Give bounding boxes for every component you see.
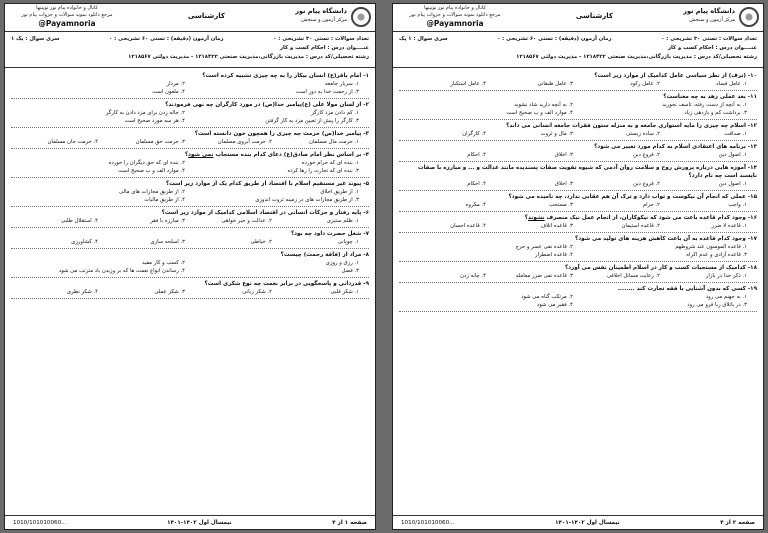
answer-options — [399, 80, 757, 88]
answer-options — [11, 238, 369, 246]
question-list — [393, 68, 763, 314]
course-field: رشته تحصیلی/کد درس : مدیریت بازرگانی،مدیریت صنعتی ۱۲۱۸۴۲۲ - مدیریت دولتی ۱۲۱۸۵۶۷ — [516, 54, 757, 60]
answer-option: ۲. فروع دین — [633, 181, 660, 187]
university-name: دانشگاه پیام نور — [295, 7, 347, 15]
course-field: رشته تحصیلی/کد درس : مدیریت بازرگانی،مدیریت صنعتی ۱۲۱۸۴۲۲ - مدیریت دولتی ۱۲۱۸۵۶۷ — [128, 54, 369, 60]
answer-options — [11, 188, 369, 204]
question-text: ۵- پیوند غیر مستقیم اسلام با اقتصاد از طریق کدام یک از موارد زیر است؟ — [165, 181, 369, 187]
question-text: ۱۴- آموزه هایی درباره پرورش روح و سلامت روان آدمی که شیوه تقویت صفات پسندیده مانند عدالت و ... و مبارزه با صفات ناپسند است چه نام دارد؟ — [417, 165, 757, 179]
question-text: ۱۷- وجود کدام قاعده به آن باعث کاهش هزینه های تولید می شود؟ — [574, 236, 757, 242]
question-text: ۱۶- وجود کدام قاعده باعث می شود که نیکوکاران، از انجام عمل نیک منصرف نشوند؟ — [524, 215, 757, 221]
exam-code: 1010/101010060... — [13, 519, 67, 526]
answer-option: ۴. کشاورزی — [71, 239, 98, 245]
answer-options — [399, 243, 757, 259]
answer-option: ۲. به آنچه دارید شاد نشوید — [514, 102, 573, 108]
answer-option: ۳. کارگر را پیش از تعیین مزد به کار گرفتن — [265, 118, 359, 124]
answer-option: ۲. عدالت و خیر خواهی — [221, 218, 272, 224]
question-item — [399, 122, 757, 141]
exam-time: زمان آزمون (دقیقه) : تستی ۶۰ تشریحی : ۰ — [109, 36, 224, 42]
answer-option: ۱. بنده ای که حرام خورده — [301, 160, 359, 166]
answer-options — [399, 101, 757, 117]
answer-option: ۴. قاعده اضطرار — [534, 252, 573, 258]
answer-option: ۴. استقلال طلبی — [60, 218, 98, 224]
answer-option: ۴. حرمت جان مسلمان — [47, 139, 98, 145]
answer-option: ۱. کم دادن مزد کارگر — [311, 110, 359, 116]
question-divider — [11, 298, 369, 299]
question-item — [399, 93, 757, 120]
question-item — [399, 164, 757, 191]
answer-option: ۴. چانه زدن — [460, 273, 486, 279]
question-divider — [399, 282, 757, 283]
answer-option: ۴. قاعده احسان — [450, 223, 486, 229]
question-divider — [399, 190, 757, 191]
answer-option: ۴. از طریق مالیات — [144, 197, 185, 203]
answer-option: ۴. فقیر می شود — [536, 302, 573, 308]
answer-option: ۴. موارد الف و ب صحیح است — [506, 110, 573, 116]
question-text: ۴- بر اساس نظر امام صادق(ع) دعای کدام بنده مستجاب نمی شود؟ — [184, 152, 369, 158]
answer-option: ۱. رزق و روزی — [325, 260, 359, 266]
answer-option: ۱. از طریق اخلاق — [320, 189, 359, 195]
answer-option: ۳. قاعده نفی ضرر معامله — [515, 273, 573, 279]
answer-option: ۱. چوپانی — [337, 239, 359, 245]
question-text: ۸- مراد از (فاقة رحمت) چیست؟ — [280, 252, 369, 258]
question-item — [399, 214, 757, 233]
question-item — [11, 72, 369, 99]
answer-option: ۳. بنده ای که تجارت را رها کرده — [287, 168, 359, 174]
answer-option: ۱. به آنچه از دست رفته، تاسف نخورید — [662, 102, 747, 108]
answer-option: ۱. واجب — [728, 202, 747, 208]
brand-line-1: کانال و خانواده پیام نور توییتها — [424, 5, 486, 11]
answer-option: ۴. احکام — [467, 152, 486, 158]
answer-option: ۱. قاعده لا ضرر — [711, 223, 747, 229]
answer-option: ۱. صداقت — [724, 131, 747, 137]
answer-option: ۲. قاعده استیمان — [621, 223, 660, 229]
brand-handle: @Payamnoria — [426, 19, 484, 28]
answer-options — [11, 259, 369, 275]
answer-option: ۴. عامل استکبار — [450, 81, 486, 87]
answer-option: ۱. شکر قلبی — [330, 289, 359, 295]
answer-option: ۱. سربار جامعه — [324, 81, 359, 87]
answer-options — [399, 180, 757, 188]
brand-watermark — [11, 5, 123, 28]
answer-option: ۳. اسلحه سازی — [150, 239, 185, 245]
answer-option: ۲. مرتکب گناه می شود — [521, 294, 573, 300]
question-divider — [11, 248, 369, 249]
question-item — [11, 280, 369, 299]
question-item — [11, 151, 369, 178]
question-divider — [399, 119, 757, 120]
answer-options — [11, 109, 369, 125]
brand-watermark — [399, 5, 511, 28]
question-item — [11, 251, 369, 278]
page-header — [5, 4, 375, 32]
brand-handle: @Payamnoria — [38, 19, 96, 28]
answer-option: ۱. به جهنم می رود — [705, 294, 747, 300]
answer-option: ۳. قاعده آزادی و عدم اکراه — [686, 252, 747, 258]
question-item — [11, 230, 369, 249]
answer-options — [11, 288, 369, 296]
page-number: صفحه ۲ از ۴ — [720, 519, 755, 526]
answer-option: ۲. حرام — [642, 202, 660, 208]
answer-option: ۳. اخلاق — [554, 181, 573, 187]
exam-page-1 — [4, 3, 376, 530]
question-divider — [11, 227, 369, 228]
university-subtitle: مرکز آزمون و سنجش — [689, 17, 735, 23]
exam-term: نیمسال اول ۱۴۰۲-۱۴۰۱ — [555, 519, 620, 526]
brand-line-2: مرجع دانلود نمونه سوالات و جزوات پیام نور — [409, 12, 501, 18]
question-text: ۳- پیامبر خدا(ص) حرمت چه چیزی را همچون خون دانسته است؟ — [194, 131, 369, 137]
question-count: تعداد سوالات : تستی ۳۰ تشریحی : ۰ — [661, 36, 757, 42]
answer-option: ۲. خیاطی — [250, 239, 272, 245]
answer-option: ۳. برداشت کم و بازدهی زیاد — [684, 110, 747, 116]
answer-option: ۲. فروع دین — [633, 152, 660, 158]
answer-option: ۳. قاعده اتلاف — [540, 223, 573, 229]
question-text: ۷- شغل حضرت داود چه بود؟ — [290, 231, 369, 237]
exam-page-2 — [392, 3, 764, 530]
answer-option: ۴. احکام — [467, 181, 486, 187]
answer-options — [399, 201, 757, 209]
question-divider — [11, 148, 369, 149]
answer-option: ۲. بنده ای که حق دیگران را خورده — [108, 160, 185, 166]
answer-option: ۴. شکر نظری — [66, 289, 98, 295]
question-text: ۱۸- کدامیک از مستحبات کسب و کار در اسلام اطمینان نفس می آورد؟ — [564, 265, 757, 271]
question-text: ۱۵- عملی که انجام آن نیکوست و ثواب دارد و ترک آن هم عقابی ندارد، چه نامیده می شود؟ — [508, 194, 757, 200]
answer-option: ۲. کسب و کار مفید — [142, 260, 185, 266]
page-footer — [5, 515, 375, 529]
answer-option: ۳. مال و ثروت — [540, 131, 573, 137]
answer-options — [399, 151, 757, 159]
answer-option: ۲. جاله زدن برای مزد دادن به کارگر — [105, 110, 185, 116]
university-name: دانشگاه پیام نور — [683, 7, 735, 15]
answer-option: ۳. مستحب — [548, 202, 573, 208]
question-divider — [11, 206, 369, 207]
answer-options — [11, 159, 369, 175]
question-item — [399, 285, 757, 312]
page-footer — [393, 515, 763, 529]
brand-line-1: کانال و خانواده پیام نور توییتها — [36, 5, 98, 11]
answer-option: ۱. ذکر خدا در بازار — [705, 273, 747, 279]
exam-time: زمان آزمون (دقیقه) : تستی ۶۰ تشریحی : ۰ — [497, 36, 612, 42]
question-divider — [399, 232, 757, 233]
answer-option: ۳. مبارزه با فقر — [150, 218, 185, 224]
exam-code: 1010/101010060... — [401, 519, 455, 526]
answer-option: ۴. موارد الف و ب صحیح است — [118, 168, 185, 174]
answer-option: ۲. شکر زبانی — [242, 289, 272, 295]
question-text: ۶- پایه رفتار و حرکات انسانی در اقتصاد اسلامی کدامیک از موارد زیر است؟ — [161, 210, 369, 216]
question-list — [5, 68, 375, 301]
answer-option: ۳. در باتلاق ربا فرو می رود — [687, 302, 747, 308]
answer-option: ۳. از رحمت خدا به دور است — [295, 89, 359, 95]
question-item — [11, 130, 369, 149]
degree-level: کارشناسی — [187, 12, 225, 20]
brand-line-2: مرجع دانلود نمونه سوالات و جزوات پیام نور — [21, 12, 113, 18]
question-divider — [11, 127, 369, 128]
answer-option: ۳. عامل طبقاتی — [537, 81, 573, 87]
question-item — [399, 193, 757, 212]
answer-option: ۴. مکروه — [465, 202, 486, 208]
question-divider — [399, 140, 757, 141]
question-item — [11, 101, 369, 128]
answer-option: ۱. عامل فساد — [716, 81, 747, 87]
course-title: عنــــوان درس : احکام کسب و کار — [667, 45, 757, 51]
university-subtitle: مرکز آزمون و سنجش — [301, 17, 347, 23]
degree-level: کارشناسی — [575, 12, 613, 20]
answer-option: ۳. از طریق مجازات های در زمینه ثروت اندوزی — [255, 197, 359, 203]
answer-options — [399, 222, 757, 230]
question-divider — [399, 90, 757, 91]
exam-info — [393, 32, 763, 68]
answer-option: ۴. ملعون است — [152, 89, 185, 95]
question-item — [11, 209, 369, 228]
page-number: صفحه ۱ از ۴ — [332, 519, 367, 526]
answer-option: ۲. عامل رکود — [630, 81, 660, 87]
question-divider — [11, 277, 369, 278]
answer-option: ۱. ظلم ستیزی — [326, 218, 359, 224]
question-item — [11, 180, 369, 207]
question-text: ۱- امام باقر(ع) انسان بیکار را به چه چیزی تشبیه کرده است؟ — [202, 73, 369, 79]
answer-options — [399, 293, 757, 309]
university-logo-icon — [739, 7, 759, 27]
question-text: ۱۲- اسلام چه چیزی را مایه استواری جامعه و به منزله ستون فقرات جامعه انسانی می داند؟ — [506, 123, 757, 129]
answer-option: ۲. مردار — [166, 81, 185, 87]
exam-info — [5, 32, 375, 68]
answer-option: ۱. قاعده المومنون عند شروطهم — [675, 244, 747, 250]
question-item — [399, 143, 757, 162]
question-divider — [399, 261, 757, 262]
question-item — [399, 72, 757, 91]
exam-term: نیمسال اول ۱۴۰۲-۱۴۰۱ — [167, 519, 232, 526]
answer-option: ۲. حرمت آبروی مسلمان — [217, 139, 272, 145]
question-text: ۱۱- بعد عملی زهد به چه معناست؟ — [663, 94, 757, 100]
question-text: ۹- قدردانی و پاسخگویی در برابر نعمت چه نوع شکری است؟ — [204, 281, 369, 287]
answer-option: ۳. حرمت حق مسلمان — [135, 139, 185, 145]
answer-option: ۴. کارگران — [462, 131, 486, 137]
answer-option: ۲. قاعده نفی عسر و حرج — [515, 244, 573, 250]
answer-option: ۳. فضل — [341, 268, 359, 274]
answer-option: ۲. رعایت مسائل اخلاقی — [606, 273, 660, 279]
answer-options — [11, 217, 369, 225]
answer-option: ۲. از طریق مجازات های مالی — [119, 189, 185, 195]
question-item — [399, 264, 757, 283]
answer-option: ۴. رساندن انواع نعمت ها که بر وزیدن باد مترتب می شود — [58, 268, 185, 274]
question-divider — [399, 311, 757, 312]
answer-options — [11, 80, 369, 96]
answer-options — [399, 130, 757, 138]
answer-option: ۱. اصول دین — [718, 152, 747, 158]
question-divider — [399, 161, 757, 162]
question-divider — [11, 98, 369, 99]
question-series: سری سوال : یک ۱ — [11, 36, 60, 42]
answer-option: ۴. هر سه مورد صحیح است — [124, 118, 185, 124]
course-title: عنــــوان درس : احکام کسب و کار — [279, 45, 369, 51]
question-text: ۱۰- (ترف) از نظر سیاسی عامل کدامیک از موارد زیر است؟ — [594, 73, 757, 79]
question-text: ۱۳- برنامه های اعتقادی اسلام به کدام مورد تعبیر می شود؟ — [594, 144, 757, 150]
answer-option: ۳. شکر عملی — [154, 289, 185, 295]
question-count: تعداد سوالات : تستی ۳۰ تشریحی : ۰ — [273, 36, 369, 42]
answer-options — [11, 138, 369, 146]
answer-option: ۲. ساده زیستی — [626, 131, 660, 137]
answer-options — [399, 272, 757, 280]
question-text: ۱۹- کسی که بدون آشنایی با فقه تجارت کند ........ — [617, 286, 757, 292]
answer-option: ۱. حرمت مال مسلمان — [308, 139, 359, 145]
page-header — [393, 4, 763, 32]
question-divider — [399, 211, 757, 212]
question-text: ۲- از لسان مولا علی (ع)پیامبر خدا(ص) در مورد کارگران چه نهی فرمودند؟ — [165, 102, 369, 108]
question-item — [399, 235, 757, 262]
question-divider — [11, 177, 369, 178]
answer-option: ۳. اخلاق — [554, 152, 573, 158]
question-series: سری سوال : ۱ یک — [399, 36, 448, 42]
answer-option: ۱. اصول دین — [718, 181, 747, 187]
university-logo-icon — [351, 7, 371, 27]
